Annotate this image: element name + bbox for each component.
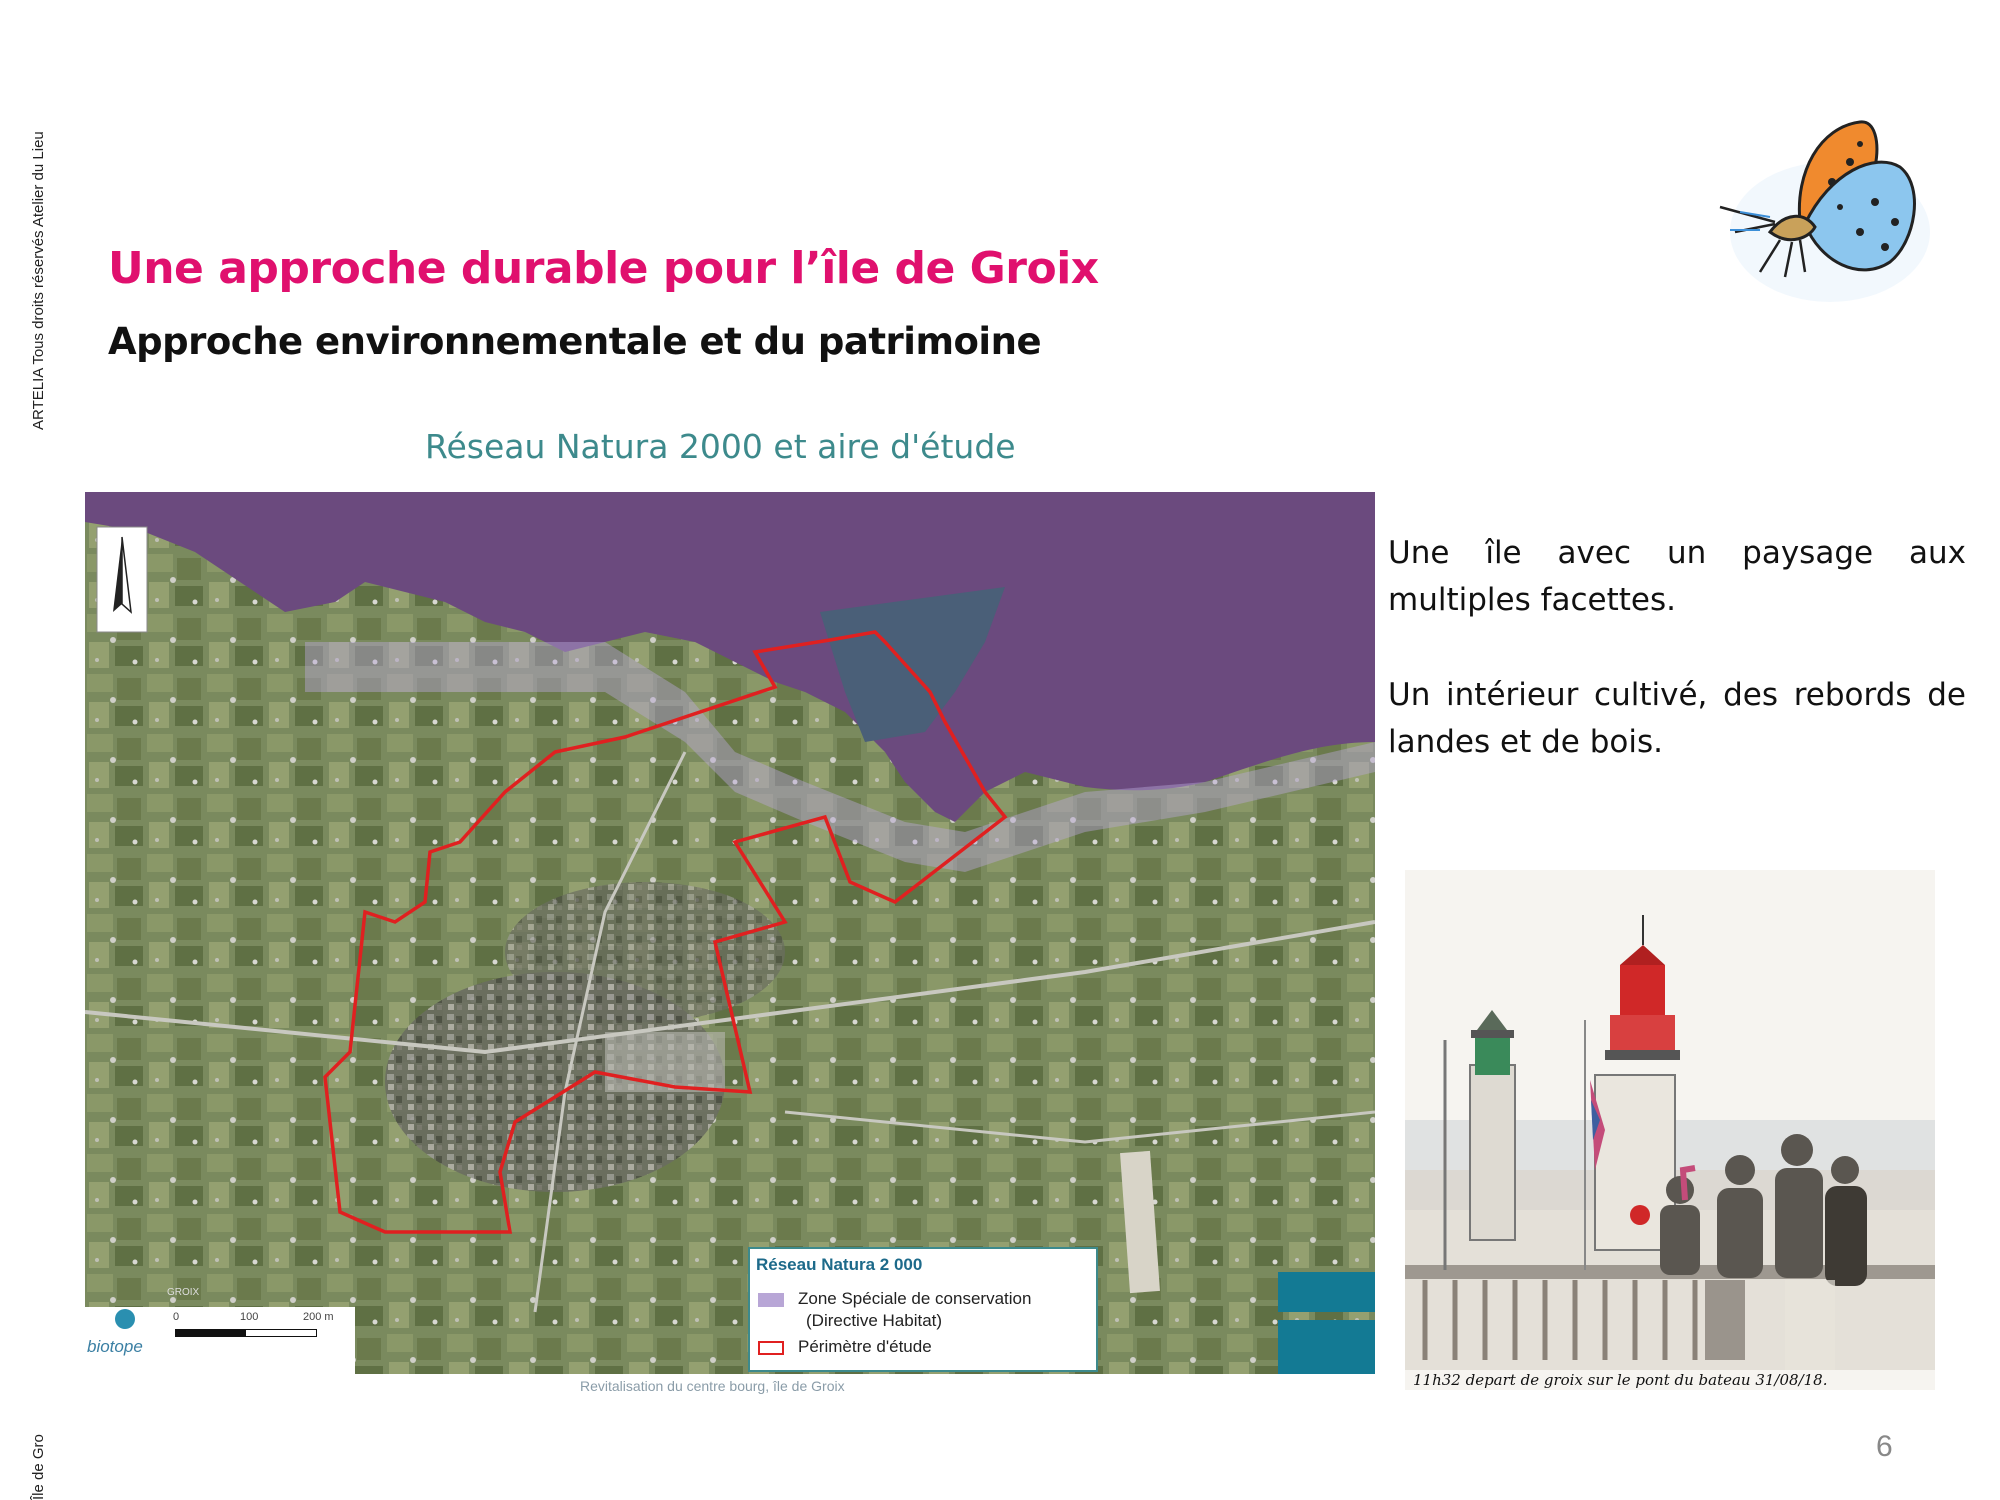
sketch-caption: 11h32 depart de groix sur le pont du bateau 31/08/18. (1413, 1371, 1828, 1389)
legend-perimeter-label: Périmètre d'étude (798, 1337, 932, 1356)
description-paragraph-2: Un intérieur cultivé, des rebords de landes et de bois. (1388, 677, 1966, 760)
scale-bar (175, 1329, 317, 1337)
scale-label-0: 0 (173, 1311, 180, 1323)
map-legend (748, 1247, 1098, 1372)
legend-zone-swatch (758, 1293, 784, 1307)
scale-label-200: 200 m (303, 1311, 334, 1323)
map-caption: Revitalisation du centre bourg, île de Groix (580, 1378, 845, 1394)
aerial-map-image (85, 492, 1375, 1374)
copyright-note: ARTELIA Tous droits réservés Atelier du Lieu (30, 131, 47, 430)
page-title: Une approche durable pour l’île de Groix (108, 243, 1099, 294)
map-title: Réseau Natura 2000 et aire d'étude (425, 427, 1016, 466)
project-label: Île de Gro (30, 1434, 47, 1500)
biotope-logo-icon (115, 1309, 135, 1329)
legend-perimeter-swatch (758, 1341, 784, 1355)
natura-map (85, 492, 1375, 1374)
page-subtitle: Approche environnementale et du patrimoine (108, 320, 1042, 363)
road-label: GROIX (167, 1287, 200, 1298)
legend-title: Réseau Natura 2 000 (756, 1255, 923, 1274)
legend-zone-label: Zone Spéciale de conservation (798, 1289, 1032, 1308)
butterfly-icon (1700, 112, 1930, 302)
scale-label-100: 100 (240, 1311, 259, 1323)
page-number: 6 (1876, 1430, 1893, 1463)
biotope-logo: biotope (87, 1337, 143, 1356)
description-paragraph-1: Une île avec un paysage aux multiples facettes. (1388, 535, 1966, 618)
scale-panel (85, 1307, 355, 1374)
watercolor-sketch (1405, 870, 1935, 1390)
lighthouse-sketch-image (1405, 870, 1935, 1390)
legend-zone-sublabel: (Directive Habitat) (806, 1311, 943, 1330)
